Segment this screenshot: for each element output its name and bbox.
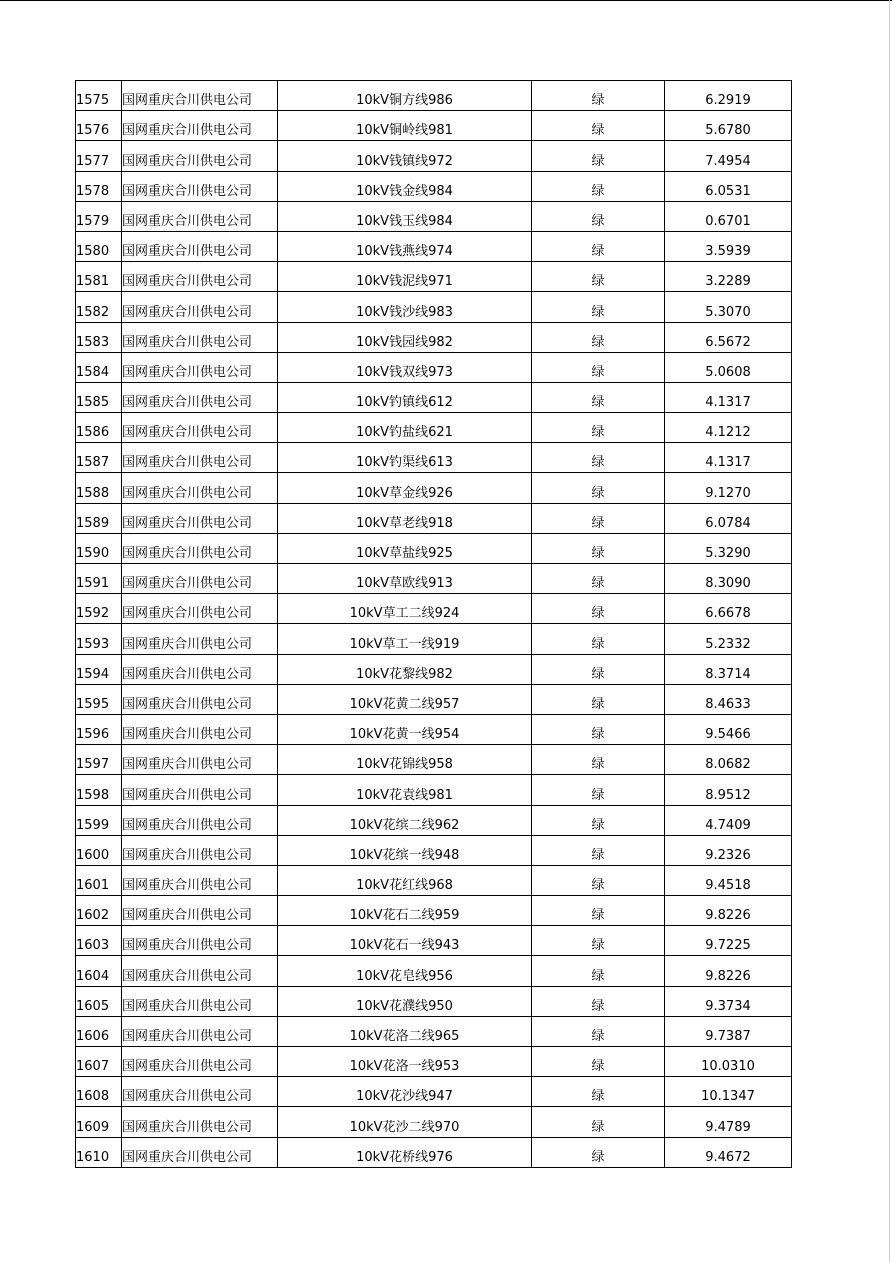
table-row bbox=[76, 1016, 792, 1046]
table-row bbox=[76, 413, 792, 443]
row-number-cell: 1578 bbox=[76, 171, 122, 201]
table-row bbox=[76, 171, 792, 201]
line-name-cell: 10kV花黄二线957 bbox=[278, 684, 532, 714]
table-row bbox=[76, 896, 792, 926]
status-color-cell: 绿 bbox=[532, 956, 665, 986]
line-name-cell: 10kV草欧线913 bbox=[278, 564, 532, 594]
table-row bbox=[76, 805, 792, 835]
row-number-cell: 1585 bbox=[76, 382, 122, 412]
line-name-cell: 10kV钱镇线972 bbox=[278, 141, 532, 171]
row-number-cell: 1602 bbox=[76, 896, 122, 926]
table-row bbox=[76, 533, 792, 563]
company-cell: 国网重庆合川供电公司 bbox=[122, 865, 278, 895]
line-name-cell: 10kV花洛二线965 bbox=[278, 1016, 532, 1046]
line-name-cell: 10kV草老线918 bbox=[278, 503, 532, 533]
line-name-cell: 10kV花洛一线953 bbox=[278, 1047, 532, 1077]
line-name-cell: 10kV钱泥线971 bbox=[278, 262, 532, 292]
line-name-cell: 10kV花黄一线954 bbox=[278, 714, 532, 744]
company-cell: 国网重庆合川供电公司 bbox=[122, 684, 278, 714]
status-color-cell: 绿 bbox=[532, 805, 665, 835]
value-cell: 4.1317 bbox=[665, 382, 792, 412]
table-row bbox=[76, 1077, 792, 1107]
row-number-cell: 1601 bbox=[76, 865, 122, 895]
line-name-cell: 10kV花濮线950 bbox=[278, 986, 532, 1016]
line-name-cell: 10kV草盐线925 bbox=[278, 533, 532, 563]
company-cell: 国网重庆合川供电公司 bbox=[122, 835, 278, 865]
table-row bbox=[76, 564, 792, 594]
row-number-cell: 1593 bbox=[76, 624, 122, 654]
status-color-cell: 绿 bbox=[532, 1107, 665, 1137]
company-cell: 国网重庆合川供电公司 bbox=[122, 81, 278, 111]
value-cell: 5.2332 bbox=[665, 624, 792, 654]
row-number-cell: 1582 bbox=[76, 292, 122, 322]
value-cell: 4.1317 bbox=[665, 443, 792, 473]
status-color-cell: 绿 bbox=[532, 714, 665, 744]
table-row bbox=[76, 262, 792, 292]
table-row bbox=[76, 473, 792, 503]
value-cell: 9.7225 bbox=[665, 926, 792, 956]
table-row bbox=[76, 594, 792, 624]
status-color-cell: 绿 bbox=[532, 986, 665, 1016]
company-cell: 国网重庆合川供电公司 bbox=[122, 352, 278, 382]
value-cell: 0.6701 bbox=[665, 201, 792, 231]
value-cell: 8.3714 bbox=[665, 654, 792, 684]
table-row bbox=[76, 111, 792, 141]
value-cell: 9.2326 bbox=[665, 835, 792, 865]
value-cell: 9.5466 bbox=[665, 714, 792, 744]
company-cell: 国网重庆合川供电公司 bbox=[122, 594, 278, 624]
company-cell: 国网重庆合川供电公司 bbox=[122, 1016, 278, 1046]
value-cell: 10.0310 bbox=[665, 1047, 792, 1077]
value-cell: 9.4518 bbox=[665, 865, 792, 895]
row-number-cell: 1608 bbox=[76, 1077, 122, 1107]
status-color-cell: 绿 bbox=[532, 201, 665, 231]
value-cell: 9.1270 bbox=[665, 473, 792, 503]
row-number-cell: 1610 bbox=[76, 1137, 122, 1167]
company-cell: 国网重庆合川供电公司 bbox=[122, 1107, 278, 1137]
table-row bbox=[76, 986, 792, 1016]
company-cell: 国网重庆合川供电公司 bbox=[122, 413, 278, 443]
table-row bbox=[76, 956, 792, 986]
line-name-cell: 10kV花石一线943 bbox=[278, 926, 532, 956]
table-row bbox=[76, 835, 792, 865]
page-right-edge bbox=[889, 0, 890, 1262]
status-color-cell: 绿 bbox=[532, 926, 665, 956]
row-number-cell: 1584 bbox=[76, 352, 122, 382]
page-top-rule bbox=[0, 0, 892, 1]
status-color-cell: 绿 bbox=[532, 171, 665, 201]
company-cell: 国网重庆合川供电公司 bbox=[122, 231, 278, 261]
value-cell: 4.7409 bbox=[665, 805, 792, 835]
value-cell: 4.1212 bbox=[665, 413, 792, 443]
row-number-cell: 1579 bbox=[76, 201, 122, 231]
value-cell: 6.0531 bbox=[665, 171, 792, 201]
line-name-cell: 10kV铜方线986 bbox=[278, 81, 532, 111]
status-color-cell: 绿 bbox=[532, 865, 665, 895]
table-row bbox=[76, 1137, 792, 1167]
data-table bbox=[75, 80, 792, 1168]
company-cell: 国网重庆合川供电公司 bbox=[122, 533, 278, 563]
company-cell: 国网重庆合川供电公司 bbox=[122, 1137, 278, 1167]
value-cell: 8.3090 bbox=[665, 564, 792, 594]
status-color-cell: 绿 bbox=[532, 413, 665, 443]
table-row bbox=[76, 1047, 792, 1077]
company-cell: 国网重庆合川供电公司 bbox=[122, 805, 278, 835]
row-number-cell: 1575 bbox=[76, 81, 122, 111]
status-color-cell: 绿 bbox=[532, 564, 665, 594]
company-cell: 国网重庆合川供电公司 bbox=[122, 986, 278, 1016]
company-cell: 国网重庆合川供电公司 bbox=[122, 111, 278, 141]
table-row bbox=[76, 231, 792, 261]
row-number-cell: 1589 bbox=[76, 503, 122, 533]
table-row bbox=[76, 81, 792, 111]
line-name-cell: 10kV花桥线976 bbox=[278, 1137, 532, 1167]
value-cell: 9.8226 bbox=[665, 956, 792, 986]
company-cell: 国网重庆合川供电公司 bbox=[122, 171, 278, 201]
company-cell: 国网重庆合川供电公司 bbox=[122, 1047, 278, 1077]
status-color-cell: 绿 bbox=[532, 473, 665, 503]
value-cell: 6.5672 bbox=[665, 322, 792, 352]
row-number-cell: 1590 bbox=[76, 533, 122, 563]
line-name-cell: 10kV花皂线956 bbox=[278, 956, 532, 986]
line-name-cell: 10kV草工二线924 bbox=[278, 594, 532, 624]
line-name-cell: 10kV钓渠线613 bbox=[278, 443, 532, 473]
table-row bbox=[76, 745, 792, 775]
line-name-cell: 10kV花黎线982 bbox=[278, 654, 532, 684]
table-row bbox=[76, 1107, 792, 1137]
status-color-cell: 绿 bbox=[532, 594, 665, 624]
company-cell: 国网重庆合川供电公司 bbox=[122, 745, 278, 775]
company-cell: 国网重庆合川供电公司 bbox=[122, 896, 278, 926]
table-row bbox=[76, 503, 792, 533]
value-cell: 10.1347 bbox=[665, 1077, 792, 1107]
line-name-cell: 10kV钱玉线984 bbox=[278, 201, 532, 231]
company-cell: 国网重庆合川供电公司 bbox=[122, 956, 278, 986]
row-number-cell: 1576 bbox=[76, 111, 122, 141]
value-cell: 9.4789 bbox=[665, 1107, 792, 1137]
status-color-cell: 绿 bbox=[532, 262, 665, 292]
line-name-cell: 10kV花袁线981 bbox=[278, 775, 532, 805]
row-number-cell: 1592 bbox=[76, 594, 122, 624]
row-number-cell: 1577 bbox=[76, 141, 122, 171]
company-cell: 国网重庆合川供电公司 bbox=[122, 262, 278, 292]
row-number-cell: 1591 bbox=[76, 564, 122, 594]
row-number-cell: 1581 bbox=[76, 262, 122, 292]
status-color-cell: 绿 bbox=[532, 1016, 665, 1046]
line-name-cell: 10kV花沙线947 bbox=[278, 1077, 532, 1107]
line-name-cell: 10kV钓盐线621 bbox=[278, 413, 532, 443]
status-color-cell: 绿 bbox=[532, 382, 665, 412]
value-cell: 8.9512 bbox=[665, 775, 792, 805]
line-name-cell: 10kV钱金线984 bbox=[278, 171, 532, 201]
row-number-cell: 1603 bbox=[76, 926, 122, 956]
line-name-cell: 10kV花锦线958 bbox=[278, 745, 532, 775]
table-row bbox=[76, 292, 792, 322]
company-cell: 国网重庆合川供电公司 bbox=[122, 201, 278, 231]
company-cell: 国网重庆合川供电公司 bbox=[122, 926, 278, 956]
status-color-cell: 绿 bbox=[532, 1047, 665, 1077]
row-number-cell: 1599 bbox=[76, 805, 122, 835]
value-cell: 9.4672 bbox=[665, 1137, 792, 1167]
row-number-cell: 1605 bbox=[76, 986, 122, 1016]
line-name-cell: 10kV钱沙线983 bbox=[278, 292, 532, 322]
status-color-cell: 绿 bbox=[532, 775, 665, 805]
row-number-cell: 1587 bbox=[76, 443, 122, 473]
line-name-cell: 10kV草工一线919 bbox=[278, 624, 532, 654]
company-cell: 国网重庆合川供电公司 bbox=[122, 292, 278, 322]
value-cell: 6.2919 bbox=[665, 81, 792, 111]
line-name-cell: 10kV花缤二线962 bbox=[278, 805, 532, 835]
status-color-cell: 绿 bbox=[532, 111, 665, 141]
value-cell: 6.0784 bbox=[665, 503, 792, 533]
table-row bbox=[76, 926, 792, 956]
company-cell: 国网重庆合川供电公司 bbox=[122, 775, 278, 805]
value-cell: 9.7387 bbox=[665, 1016, 792, 1046]
company-cell: 国网重庆合川供电公司 bbox=[122, 503, 278, 533]
line-name-cell: 10kV钱园线982 bbox=[278, 322, 532, 352]
line-name-cell: 10kV钓镇线612 bbox=[278, 382, 532, 412]
line-name-cell: 10kV钱燕线974 bbox=[278, 231, 532, 261]
line-name-cell: 10kV草金线926 bbox=[278, 473, 532, 503]
company-cell: 国网重庆合川供电公司 bbox=[122, 624, 278, 654]
table-row bbox=[76, 714, 792, 744]
row-number-cell: 1597 bbox=[76, 745, 122, 775]
company-cell: 国网重庆合川供电公司 bbox=[122, 382, 278, 412]
status-color-cell: 绿 bbox=[532, 81, 665, 111]
status-color-cell: 绿 bbox=[532, 1077, 665, 1107]
value-cell: 5.6780 bbox=[665, 111, 792, 141]
status-color-cell: 绿 bbox=[532, 684, 665, 714]
line-name-cell: 10kV花缤一线948 bbox=[278, 835, 532, 865]
value-cell: 9.8226 bbox=[665, 896, 792, 926]
row-number-cell: 1596 bbox=[76, 714, 122, 744]
row-number-cell: 1604 bbox=[76, 956, 122, 986]
row-number-cell: 1594 bbox=[76, 654, 122, 684]
line-name-cell: 10kV花沙二线970 bbox=[278, 1107, 532, 1137]
status-color-cell: 绿 bbox=[532, 292, 665, 322]
table-row bbox=[76, 775, 792, 805]
company-cell: 国网重庆合川供电公司 bbox=[122, 1077, 278, 1107]
table-row bbox=[76, 654, 792, 684]
status-color-cell: 绿 bbox=[532, 745, 665, 775]
row-number-cell: 1607 bbox=[76, 1047, 122, 1077]
company-cell: 国网重庆合川供电公司 bbox=[122, 473, 278, 503]
company-cell: 国网重庆合川供电公司 bbox=[122, 654, 278, 684]
table-row bbox=[76, 352, 792, 382]
value-cell: 7.4954 bbox=[665, 141, 792, 171]
row-number-cell: 1606 bbox=[76, 1016, 122, 1046]
status-color-cell: 绿 bbox=[532, 533, 665, 563]
status-color-cell: 绿 bbox=[532, 835, 665, 865]
table-row bbox=[76, 322, 792, 352]
line-name-cell: 10kV铜岭线981 bbox=[278, 111, 532, 141]
status-color-cell: 绿 bbox=[532, 352, 665, 382]
table-row bbox=[76, 141, 792, 171]
status-color-cell: 绿 bbox=[532, 443, 665, 473]
line-name-cell: 10kV钱双线973 bbox=[278, 352, 532, 382]
status-color-cell: 绿 bbox=[532, 322, 665, 352]
line-name-cell: 10kV花红线968 bbox=[278, 865, 532, 895]
row-number-cell: 1595 bbox=[76, 684, 122, 714]
company-cell: 国网重庆合川供电公司 bbox=[122, 564, 278, 594]
status-color-cell: 绿 bbox=[532, 1137, 665, 1167]
value-cell: 6.6678 bbox=[665, 594, 792, 624]
company-cell: 国网重庆合川供电公司 bbox=[122, 443, 278, 473]
row-number-cell: 1600 bbox=[76, 835, 122, 865]
table-row bbox=[76, 201, 792, 231]
table-row bbox=[76, 624, 792, 654]
table-body bbox=[76, 81, 792, 1168]
line-name-cell: 10kV花石二线959 bbox=[278, 896, 532, 926]
company-cell: 国网重庆合川供电公司 bbox=[122, 714, 278, 744]
value-cell: 5.3070 bbox=[665, 292, 792, 322]
row-number-cell: 1598 bbox=[76, 775, 122, 805]
value-cell: 8.4633 bbox=[665, 684, 792, 714]
value-cell: 9.3734 bbox=[665, 986, 792, 1016]
table-row bbox=[76, 443, 792, 473]
row-number-cell: 1586 bbox=[76, 413, 122, 443]
table-row bbox=[76, 382, 792, 412]
table-row bbox=[76, 684, 792, 714]
status-color-cell: 绿 bbox=[532, 231, 665, 261]
status-color-cell: 绿 bbox=[532, 624, 665, 654]
value-cell: 5.3290 bbox=[665, 533, 792, 563]
status-color-cell: 绿 bbox=[532, 896, 665, 926]
status-color-cell: 绿 bbox=[532, 503, 665, 533]
table-row bbox=[76, 865, 792, 895]
company-cell: 国网重庆合川供电公司 bbox=[122, 141, 278, 171]
value-cell: 3.2289 bbox=[665, 262, 792, 292]
row-number-cell: 1609 bbox=[76, 1107, 122, 1137]
status-color-cell: 绿 bbox=[532, 654, 665, 684]
value-cell: 3.5939 bbox=[665, 231, 792, 261]
company-cell: 国网重庆合川供电公司 bbox=[122, 322, 278, 352]
row-number-cell: 1583 bbox=[76, 322, 122, 352]
row-number-cell: 1580 bbox=[76, 231, 122, 261]
row-number-cell: 1588 bbox=[76, 473, 122, 503]
status-color-cell: 绿 bbox=[532, 141, 665, 171]
value-cell: 5.0608 bbox=[665, 352, 792, 382]
value-cell: 8.0682 bbox=[665, 745, 792, 775]
